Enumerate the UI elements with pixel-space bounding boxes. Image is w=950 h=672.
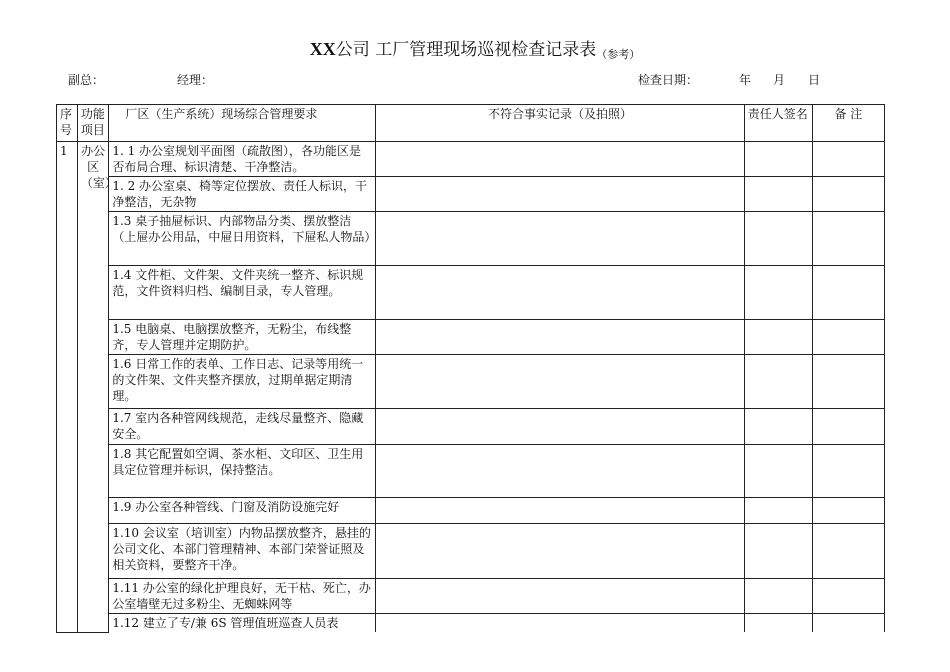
- inspection-date-label: 检查日期：: [638, 73, 699, 87]
- table-row: [57, 320, 885, 355]
- requirement-cell: 1.12 建立了专/兼 6S 管理值班巡查人员表: [109, 614, 376, 633]
- requirement-cell: 1.7 室内各种管网线规范，走线尽量整齐、隐藏安全。: [109, 409, 376, 445]
- col-header-function: 功能项目: [77, 105, 108, 142]
- col-header-responsible-signature: 责任人签名: [744, 105, 812, 142]
- record-cell[interactable]: [376, 142, 744, 177]
- col-header-nonconformity-record: 不符合事实记录（及拍照）: [376, 105, 744, 142]
- remarks-cell[interactable]: [812, 579, 884, 614]
- requirement-cell: 1.4 文件柜、文件架、文件夹统一整齐、标识规范，文件资料归档、编制目录，专人管理。: [109, 266, 376, 320]
- signature-cell[interactable]: [744, 320, 812, 355]
- col-header-seq: 序号: [57, 105, 78, 142]
- record-cell[interactable]: [376, 355, 744, 409]
- table-row: [57, 524, 885, 579]
- signature-cell[interactable]: [744, 579, 812, 614]
- remarks-cell[interactable]: [812, 445, 884, 498]
- remarks-cell[interactable]: [812, 614, 884, 633]
- deputy-label: 副总：: [68, 73, 105, 87]
- requirement-cell: 1. 2 办公室桌、椅等定位摆放、责任人标识，干净整洁，无杂物: [109, 177, 376, 212]
- signature-cell[interactable]: [744, 142, 812, 177]
- manager-label: 经理：: [177, 73, 214, 87]
- record-cell[interactable]: [376, 498, 744, 524]
- record-cell[interactable]: [376, 409, 744, 445]
- signature-cell[interactable]: [744, 524, 812, 579]
- requirement-cell: 1.6 日常工作的表单、工作日志、记录等用统一的文件架、文件夹整齐摆放，过期单据定期清理。: [109, 355, 376, 409]
- record-cell[interactable]: [376, 266, 744, 320]
- signature-cell[interactable]: [744, 614, 812, 633]
- record-cell[interactable]: [376, 579, 744, 614]
- title-main: 公司 工厂管理现场巡视检查记录表: [335, 40, 597, 60]
- record-cell[interactable]: [376, 524, 744, 579]
- signature-cell[interactable]: [744, 266, 812, 320]
- remarks-cell[interactable]: [812, 320, 884, 355]
- signature-cell[interactable]: [744, 409, 812, 445]
- record-cell[interactable]: [376, 445, 744, 498]
- col-header-requirements: 厂区（生产系统）现场综合管理要求: [109, 105, 376, 142]
- month-label: 月: [773, 73, 786, 87]
- table-row: [57, 355, 885, 409]
- table-row: [57, 498, 885, 524]
- signature-cell[interactable]: [744, 355, 812, 409]
- requirement-cell: 1.8 其它配置如空调、茶水柜、文印区、卫生用具定位管理并标识，保持整洁。: [109, 445, 376, 498]
- requirement-cell: 1.11 办公室的绿化护理良好，无干枯、死亡，办公室墙壁无过多粉尘、无蜘蛛网等: [109, 579, 376, 614]
- requirement-cell: 1.10 会议室（培训室）内物品摆放整齐，悬挂的公司文化、本部门管理精神、本部门荣誉证照及相关资料，要整齐干净。: [109, 524, 376, 579]
- table-row: [57, 445, 885, 498]
- section-seq: 1: [57, 142, 78, 633]
- remarks-cell[interactable]: [812, 524, 884, 579]
- remarks-cell[interactable]: [812, 498, 884, 524]
- requirement-cell: 1.5 电脑桌、电脑摆放整齐，无粉尘，布线整齐，专人管理并定期防护。: [109, 320, 376, 355]
- remarks-cell[interactable]: [812, 142, 884, 177]
- requirement-cell: 1.9 办公室各种管线、门窗及消防设施完好: [109, 498, 376, 524]
- record-cell[interactable]: [376, 177, 744, 212]
- title-note: （参考）: [596, 48, 641, 61]
- remarks-cell[interactable]: [812, 266, 884, 320]
- remarks-cell[interactable]: [812, 355, 884, 409]
- table-row: [57, 177, 885, 212]
- requirement-cell: 1. 1 办公室规划平面图（疏散图），各功能区是否布局合理、标识清楚、干净整洁。: [109, 142, 376, 177]
- document-title: [0, 38, 950, 63]
- year-label: 年: [739, 73, 752, 87]
- record-cell[interactable]: [376, 212, 744, 266]
- table-header-row: [57, 105, 885, 142]
- remarks-cell[interactable]: [812, 212, 884, 266]
- table-row: [57, 212, 885, 266]
- table-row: [57, 266, 885, 320]
- signature-cell[interactable]: [744, 498, 812, 524]
- record-cell[interactable]: [376, 614, 744, 633]
- table-row: [57, 579, 885, 614]
- title-company: XX: [309, 39, 336, 59]
- signature-cell[interactable]: [744, 212, 812, 266]
- remarks-cell[interactable]: [812, 409, 884, 445]
- signature-cell[interactable]: [744, 177, 812, 212]
- inspection-table: [56, 104, 885, 633]
- table-row: [57, 409, 885, 445]
- remarks-cell[interactable]: [812, 177, 884, 212]
- signature-cell[interactable]: [744, 445, 812, 498]
- day-label: 日: [808, 73, 821, 87]
- requirement-cell: 1.3 桌子抽屉标识、内部物品分类、摆放整洁（上屉办公用品，中屉日用资料，下屉私人物品）: [109, 212, 376, 266]
- section-function: 办公区（室）: [77, 142, 108, 633]
- table-row: [57, 142, 885, 177]
- table-row: [57, 614, 885, 633]
- col-header-remarks: 备 注: [812, 105, 884, 142]
- record-cell[interactable]: [376, 320, 744, 355]
